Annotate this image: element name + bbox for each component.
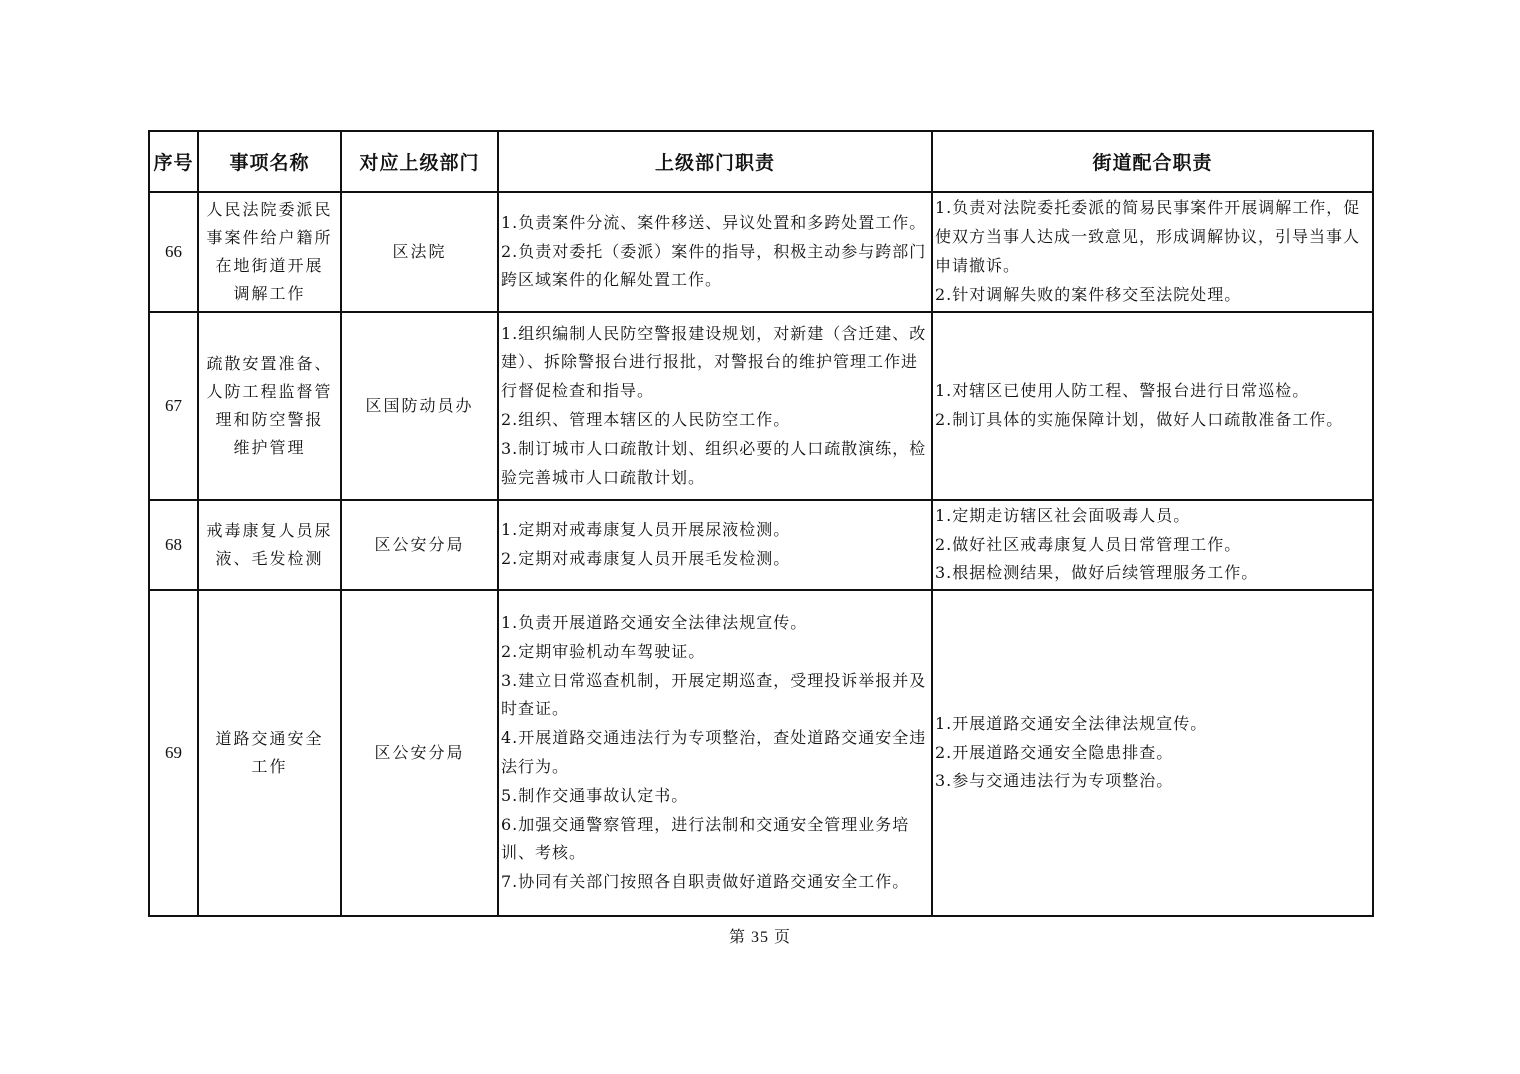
duty-item: 4.开展道路交通违法行为专项整治，查处道路交通安全违法行为。: [501, 728, 927, 776]
table-row: [149, 312, 1373, 500]
row-street-duty: [932, 192, 1373, 312]
duty-item: 2.开展道路交通安全隐患排查。: [935, 742, 1174, 762]
duty-item: 1.定期走访辖区社会面吸毒人员。: [935, 505, 1191, 525]
duty-item: 2.做好社区戒毒康复人员日常管理工作。: [935, 534, 1242, 554]
row-seq: 67: [149, 312, 198, 500]
row-name: [198, 192, 341, 312]
header-dept: 对应上级部门: [341, 131, 498, 192]
row-upper-duty: [498, 590, 932, 916]
duty-item: 3.根据检测结果，做好后续管理服务工作。: [935, 563, 1259, 583]
row-seq: 66: [149, 192, 198, 312]
duty-item: 1.负责开展道路交通安全法律法规宣传。: [501, 613, 808, 633]
duty-item: 2.制订具体的实施保障计划，做好人口疏散准备工作。: [935, 410, 1344, 429]
duty-item: 2.定期审验机动车驾驶证。: [501, 641, 706, 661]
row-name-line: 人防工程监督管: [206, 382, 333, 401]
duty-item: 3.建立日常巡查机制，开展定期巡查，受理投诉举报并及时查证。: [501, 670, 927, 719]
duty-item: 5.制作交通事故认定书。: [501, 785, 689, 805]
row-upper-duty: [498, 312, 932, 500]
duty-table: [148, 130, 1374, 917]
row-street-duty: [932, 312, 1373, 500]
header-upper-duty: 上级部门职责: [498, 131, 932, 192]
row-name: [198, 312, 341, 500]
row-seq: 69: [149, 590, 198, 916]
table-header-row: [149, 131, 1373, 192]
duty-item: 3.参与交通违法行为专项整治。: [935, 771, 1174, 791]
duty-item: 1.开展道路交通安全法律法规宣传。: [935, 713, 1208, 733]
duty-item: 1.组织编制人民防空警报建设规划，对新建（含迁建、改建）、拆除警报台进行报批，对警报台的维护管理工作进行督促检查和指导。: [501, 323, 927, 401]
row-upper-duty: [498, 192, 932, 312]
duty-item: 7.协同有关部门按照各自职责做好道路交通安全工作。: [501, 872, 910, 892]
page-number: 第 35 页: [728, 929, 791, 946]
duty-item: 6.加强交通警察管理，进行法制和交通安全管理业务培训、考核。: [501, 814, 910, 863]
row-dept: 区法院: [341, 192, 498, 312]
row-name-line: 疏散安置准备、: [206, 354, 333, 373]
table-row: [149, 500, 1373, 590]
row-name-line: 液、毛发检测: [215, 549, 324, 568]
row-street-duty: [932, 500, 1373, 590]
duty-item: 2.组织、管理本辖区的人民防空工作。: [501, 410, 791, 429]
row-name-line: 维护管理: [233, 438, 306, 457]
header-name: 事项名称: [198, 131, 341, 192]
duty-item: 1.负责对法院委托委派的简易民事案件开展调解工作，促使双方当事人达成一致意见，形成调解协议，引导当事人申请撤诉。: [935, 198, 1361, 275]
row-name: [198, 590, 341, 916]
row-name-line: 戒毒康复人员尿: [206, 521, 333, 540]
row-name-line: 理和防空警报: [215, 410, 324, 429]
header-seq: 序号: [149, 131, 198, 192]
row-name-line: 工作: [251, 757, 288, 776]
row-dept: 区国防动员办: [341, 312, 498, 500]
row-dept: 区公安分局: [341, 590, 498, 916]
row-street-duty: [932, 590, 1373, 916]
duty-item: 1.负责案件分流、案件移送、异议处置和多跨处置工作。: [501, 212, 927, 232]
row-name: [198, 500, 341, 590]
table-row: [149, 192, 1373, 312]
duty-item: 2.负责对委托（委派）案件的指导，积极主动参与跨部门跨区域案件的化解处置工作。: [501, 241, 927, 290]
duty-item: 1.对辖区已使用人防工程、警报台进行日常巡检。: [935, 381, 1310, 401]
duty-item: 2.定期对戒毒康复人员开展毛发检测。: [501, 549, 791, 568]
header-street-duty: 街道配合职责: [932, 131, 1373, 192]
row-upper-duty: [498, 500, 932, 590]
row-name-line: 事案件给户籍所: [206, 228, 333, 247]
row-name-line: 道路交通安全: [215, 729, 324, 748]
row-name-line: 调解工作: [233, 284, 306, 303]
row-seq: 68: [149, 500, 198, 590]
duty-item: 2.针对调解失败的案件移交至法院处理。: [935, 284, 1242, 304]
row-dept: 区公安分局: [341, 500, 498, 590]
duty-item: 1.定期对戒毒康复人员开展尿液检测。: [501, 520, 791, 540]
table-row: [149, 590, 1373, 916]
duty-item: 3.制订城市人口疏散计划、组织必要的人口疏散演练，检验完善城市人口疏散计划。: [501, 438, 927, 487]
row-name-line: 人民法院委派民: [206, 200, 333, 219]
row-name-line: 在地街道开展: [215, 256, 324, 275]
